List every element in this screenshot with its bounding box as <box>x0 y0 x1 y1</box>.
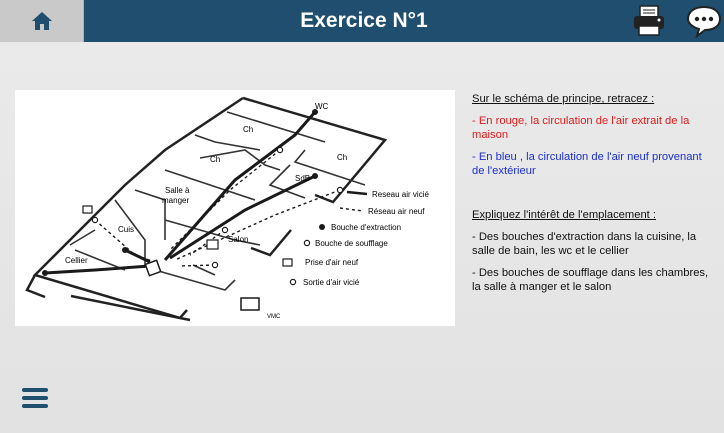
menu-button[interactable] <box>22 388 48 410</box>
instruction-blue: - En bleu , la circulation de l'air neuf provenant de l'extérieur <box>472 151 702 177</box>
ventilation-diagram <box>15 90 455 326</box>
room-label-salle-line2: manger <box>162 196 190 205</box>
content-area <box>0 42 724 433</box>
legend <box>283 190 429 287</box>
room-label-cuis: Cuis <box>118 225 135 234</box>
instruction-heading-2: Expliquez l'intérêt de l'emplacement : <box>472 209 656 221</box>
legend-bouche-soufflage: Bouche de soufflage <box>315 239 388 248</box>
legend-sortie-air: Sortie d'air vicié <box>303 278 360 287</box>
printer-icon <box>631 4 667 38</box>
room-label-wc: WC <box>315 102 329 111</box>
home-icon <box>31 10 53 32</box>
instructions-panel <box>472 92 712 302</box>
legend-prise-air: Prise d'air neuf <box>305 258 359 267</box>
room-label-cellier: Cellier <box>65 256 88 265</box>
instruction-paragraph-2: - Des bouches de soufflage dans les chambres, la salle à manger et le salon <box>472 267 709 293</box>
instruction-heading-1: Sur le schéma de principe, retracez : <box>472 93 655 105</box>
home-button[interactable] <box>0 0 84 42</box>
top-bar <box>0 0 724 42</box>
room-label-sdb: SdB <box>295 174 311 183</box>
room-label-salon: Salon <box>228 235 249 244</box>
page-title: Exercice N°1 <box>300 9 428 32</box>
hamburger-menu-icon <box>22 388 48 392</box>
legend-bouche-extraction: Bouche d'extraction <box>331 223 402 232</box>
room-label-salle-line1: Salle à <box>165 186 190 195</box>
instruction-paragraph-1: - Des bouches d'extraction dans la cuisine, la salle de bain, les wc et le cellier <box>472 231 697 257</box>
room-label-ch1: Ch <box>243 125 254 134</box>
vmc-label: VMC <box>267 314 281 320</box>
room-label-ch2: Ch <box>210 155 221 164</box>
chat-bubble-icon <box>686 4 722 38</box>
room-label-ch3: Ch <box>337 153 348 162</box>
print-button[interactable] <box>631 4 667 38</box>
legend-vicie: Reseau air vicié <box>372 190 429 199</box>
legend-neuf: Réseau air neuf <box>368 207 425 216</box>
comment-button[interactable] <box>686 4 722 38</box>
instruction-red: - En rouge, la circulation de l'air extrait de la maison <box>472 115 690 141</box>
